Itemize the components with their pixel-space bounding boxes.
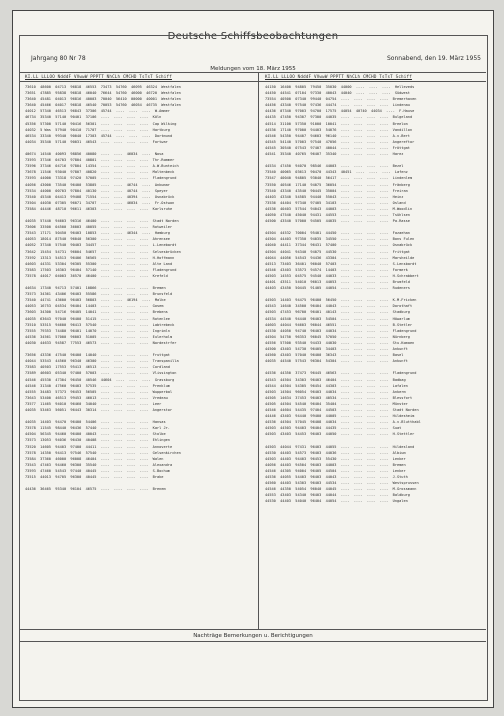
table-row: 44536 17140 97000 94403 54076 ---- ---- ---- ---- Vandillon bbox=[265, 127, 413, 132]
table-row: 44436 36465 95340 96104 46575 ---- ---- ---- ---- Brenem bbox=[25, 487, 166, 492]
table-row: 44435 47450 94307 97300 44035 ---- ---- ---- ---- Bulgeland bbox=[265, 115, 413, 120]
table-row: 73547 40040 94805 93040 56417 ---- ---- ---- ---- Lindenlem bbox=[265, 176, 413, 181]
table-row: 73593 44000 73318 97420 57005 ---- ---- ---- ---- Fladengrund bbox=[25, 176, 177, 181]
table-row: 73583 40503 17553 95413 46513 ---- ---- ---- ---- Cordland bbox=[25, 365, 170, 370]
table-row: 44505 44504 54540 96404 35404 ---- ---- ---- ---- Münster bbox=[265, 401, 408, 406]
observations-right bbox=[265, 84, 485, 504]
table-row: 44536 44504 57045 96408 44034 ---- ---- ---- ---- A.v.Blutthabl bbox=[265, 420, 421, 425]
table-row: 73640 45481 04013 96816 40003 70040 56410 00000 40001 Westfalen bbox=[25, 97, 181, 102]
table-row: 73540 43340 43540 90445 35004 ---- ---- ---- ---- Freiran bbox=[265, 188, 408, 193]
footer-rule-lower bbox=[19, 641, 486, 642]
table-row: 73504 44030 07305 96071 34707 ---- ---- 46034 ---- Fr.Ostwon bbox=[25, 200, 175, 205]
table-row: 73584 44446 48710 96611 46303 ---- ---- ---- ---- Karlsruhe bbox=[25, 206, 173, 211]
table-row: 44514 31100 57350 91000 10041 ---- ---- ---- ---- Breelon bbox=[265, 121, 408, 126]
table-row: 44503 43403 54453 96403 44050 ---- ---- ---- ---- H.Stettler bbox=[265, 432, 415, 437]
table-row: 44553 43403 54340 96403 44044 ---- ---- ---- ---- Baldburg bbox=[265, 493, 410, 498]
table-row: 44530 44050 94740 96403 44034 ---- ---- ---- ---- Fladengrund bbox=[265, 328, 417, 333]
issue-number: Jahrgang 80 Nr 78 bbox=[31, 55, 86, 62]
column-headers-left: KI.LL LLLOO NdddF VVwwW PPPTT NhCLh CMCHD TsTsT Schiff bbox=[25, 74, 172, 79]
table-row: 44560 43403 57040 96400 36343 ---- ---- ---- ---- Basel bbox=[265, 353, 404, 358]
table-row: 73515 44013 94705 96300 40445 ---- ---- ---- ---- Brake bbox=[25, 475, 164, 479]
table-row: 73573 34361 43406 96403 55586 ---- ---- ---- ---- Brunsfeld bbox=[25, 292, 173, 297]
column-divider bbox=[258, 73, 259, 629]
table-row: 73543 17171 50450 96403 10853 ---- ---- 46344 ---- Hamburg bbox=[25, 231, 170, 236]
table-row: 73610 48600 04713 96818 46553 73473 54760 46095 46324 Westfalen bbox=[25, 85, 181, 89]
table-row: 44555 34483 57373 96453 56505 ---- ---- ---- ---- Wupperbal bbox=[25, 389, 173, 394]
table-row: 44504 44532 70004 95401 44450 ---- ---- ---- ---- Fazaehan bbox=[265, 231, 410, 236]
table-row: 73578 11545 98440 96436 57440 ---- ---- ---- ---- Karl Jr. bbox=[25, 426, 170, 431]
table-row: 73603 34300 54716 96405 14041 ---- ---- ---- ---- Brebens bbox=[25, 310, 168, 315]
table-row: 44032 5 Was 57940 90410 71707 ---- ---- ---- ---- Hartburg bbox=[25, 127, 170, 132]
table-row: 73534 44000 00703 97804 40130 ---- ---- 40744 ---- Speyer bbox=[25, 188, 168, 193]
table-row: 44035 57440 94603 96316 46400 ---- ---- ---- ---- Stadt Norden bbox=[25, 219, 179, 224]
table-row: 44500 43540 57000 94505 44035 ---- ---- ---- ---- Pa.Rasse bbox=[265, 219, 410, 224]
table-row: 73543 47463 94460 96300 35540 ---- ---- ---- ---- Alexandra bbox=[25, 462, 173, 467]
table-row: 44505 14634 37453 96403 40534 ---- ---- ---- ---- Blessfort bbox=[265, 395, 413, 400]
table-row: 73678 11546 93040 97807 40820 ---- ---- ---- ---- Maltenbeck bbox=[25, 170, 175, 175]
table-row: 44044 44056 54543 94436 43304 ---- ---- ---- ---- Marsheilde bbox=[265, 255, 415, 260]
table-row: 44560 44403 54303 96403 44534 ---- ---- ---- ---- Westsprussen bbox=[265, 481, 419, 486]
table-row: 73656 43336 47540 96400 14040 ---- ---- ---- ---- Fruttgat bbox=[25, 353, 170, 358]
table-row: 44050 47540 45040 94431 44553 ---- ---- ---- ---- Tsühlsen bbox=[265, 212, 410, 217]
header-rule bbox=[19, 72, 486, 73]
table-row: 44603 44044 94603 96044 46551 ---- ---- ---- ---- B.Stetler bbox=[265, 322, 413, 327]
table-row: 44513 73403 36401 96040 57403 ---- ---- ---- ---- S.Lensbardt bbox=[265, 261, 417, 266]
table-row: 44546 44350 54054 96040 44045 ---- ---- ---- ---- M.Grossmann bbox=[265, 487, 417, 492]
reports-date: Meldungen vom 18. März 1955 bbox=[210, 66, 296, 72]
table-row: 44541 35340 40765 96407 35340 ---- ---- ---- ---- Harez bbox=[265, 152, 404, 157]
observations-left bbox=[25, 84, 255, 492]
table-row: 44446 43403 94440 99400 44005 ---- ---- ---- ---- Hildesheim bbox=[265, 414, 415, 419]
table-row: 44603 44331 53304 96305 55300 ---- ---- ---- ---- Alte Land bbox=[25, 261, 173, 266]
table-row: 44052 37340 57540 90403 34457 ---- ---- ---- ---- L.Lenebardt bbox=[25, 243, 177, 248]
table-row: 44536 44350 37473 96445 46563 ---- ---- ---- ---- Fladengrund bbox=[265, 371, 417, 376]
table-row: 44546 44604 54435 97404 44503 ---- ---- ---- ---- Stadt Norden bbox=[265, 407, 419, 412]
table-row: 44503 14553 04575 94540 44033 ---- ---- ---- ---- H.Schrabbert bbox=[265, 273, 419, 278]
table-row: 44504 56345 94460 96400 40043 ---- ---- ---- ---- Stolbe bbox=[25, 432, 166, 437]
table-row: 44056 43000 73540 96400 53805 ---- ---- 46744 ---- Ankumar bbox=[25, 182, 170, 187]
table-row: 73606 33500 04500 36003 40055 ---- ---- ---- ---- Rotweiler bbox=[25, 225, 173, 230]
table-row: 73577 11465 94010 96460 34040 ---- ---- ---- ---- Leer bbox=[25, 401, 162, 406]
table-row: 44035 63643 97040 96400 51415 ---- ---- ---- ---- Rotenlee bbox=[25, 316, 170, 321]
table-row: 73554 40500 07340 99440 04754 ---- ---- ---- ---- Bremerhaven bbox=[265, 97, 417, 102]
table-row: 44403 43450 50445 91405 44054 ---- ---- ---- ---- Rudeners bbox=[265, 286, 410, 291]
table-row: 40674 14540 40093 98856 40080 ---- ---- 46034 ---- Nova bbox=[25, 152, 164, 157]
table-row: 44534 44540 94440 96403 54504 ---- ---- ---- ---- Höwarlum bbox=[265, 316, 410, 321]
table-row: 44053 16753 04534 96404 14403 ---- ---- ---- ---- Gosem bbox=[25, 304, 164, 309]
table-row: 73555 79353 74480 96401 14070 ---- ---- ---- ---- Ingrimln bbox=[25, 328, 170, 333]
table-row: 44504 44041 94340 94075 44530 ---- ---- ---- ---- Frittgat bbox=[265, 249, 410, 254]
table-row: 73593 37346 04703 97804 40801 ---- ---- ---- ---- Thr.Rommer bbox=[25, 158, 175, 163]
table-row: 73592 13313 54513 96406 56565 ---- ---- ---- ---- H.Hoffmann bbox=[25, 255, 175, 260]
table-row: 44546 54350 94407 94603 96140 ---- ---- ---- ---- A.v.Bert bbox=[265, 133, 410, 138]
table-row: 44040 44411 37344 96431 57400 ---- ---- ---- ---- Osnabrück bbox=[265, 243, 413, 248]
table-row: 73596 37346 04716 97804 14354 ---- ---- ---- ---- A.W.Bunteich bbox=[25, 164, 179, 169]
table-row: 73583 17503 16303 96404 57140 ---- ---- ---- ---- Fladengrund bbox=[25, 267, 177, 272]
table-row: 73643 53400 46513 99453 46013 ---- ---- ---- ---- Vredeau bbox=[25, 395, 168, 400]
table-row: 46734 35340 57140 90401 37106 ---- ---- ---- ---- Köln bbox=[25, 115, 162, 120]
table-row: 44504 54750 96353 96045 57050 ---- ---- ---- ---- Nürnberg bbox=[265, 334, 410, 339]
table-row: 44150 16400 94805 79450 35030 44000 ---- ---- ---- Helleveds bbox=[265, 85, 415, 89]
table-row: 73520 14605 94403 97400 44411 ---- ---- ---- ---- Annoverte bbox=[25, 444, 173, 449]
table-row: 44056 44403 94504 96403 44003 ---- ---- ---- ---- Bremen bbox=[265, 462, 406, 467]
report-title: Deutsche Schiffsbeobachtungen bbox=[167, 31, 339, 42]
table-row: 73573 13053 94036 96430 40408 ---- ---- ---- ---- Ehlingen bbox=[25, 438, 170, 443]
table-row: 73510 53515 94600 96413 57540 ---- ---- ---- ---- Labtrebeck bbox=[25, 322, 175, 327]
table-row: 44401 43511 54010 96013 44053 ---- ---- ---- ---- Brumfeld bbox=[265, 280, 410, 284]
table-row: 44500 43403 54730 96405 34403 ---- ---- ---- ---- Ankunft bbox=[265, 347, 408, 352]
table-row: 73540 44741 43600 96403 56803 ---- ---- 46194 ---- Malke bbox=[25, 298, 166, 303]
table-row: 44536 34561 57000 96003 51005 ---- ---- ---- ---- Eulerholm bbox=[25, 334, 173, 339]
table-row: 44534 47450 94070 98546 44003 ---- ---- ---- ---- Bezel bbox=[265, 164, 404, 169]
table-row: 44545 54140 57003 97540 47056 ---- ---- ---- ---- Angereftor bbox=[265, 139, 415, 144]
table-row: 44503 47453 96700 96401 40143 ---- ---- ---- ---- Stadburg bbox=[265, 310, 410, 315]
table-row: 44543 44504 34303 96403 46404 ---- ---- ---- ---- Badbag bbox=[265, 377, 406, 382]
table-row: 44634 17340 94713 57401 10866 ---- ---- ---- ---- Bremen bbox=[25, 286, 166, 291]
table-row: 44503 44044 97431 96403 44055 ---- ---- ---- ---- Hildesland bbox=[265, 444, 415, 449]
table-row: 73651 47885 95838 96818 46040 76644 54760 46000 46720 Westfalen bbox=[25, 91, 181, 96]
report-sheet bbox=[12, 10, 494, 708]
column-headers-right: KI.LL LLLOO NdddF VVwwW PPPTT NhCLh CMCHD TsTsT Schiff bbox=[265, 74, 412, 79]
table-row: 73540 40065 03613 90470 44343 40451 ---- ---- ---- Lafenz bbox=[265, 170, 408, 175]
table-row: 44456 43340 97540 97436 44474 ---- ---- ---- ---- Lindenau bbox=[265, 103, 410, 108]
footer-title: Nachträge Bemerkungen u. Berichtigungen bbox=[193, 633, 313, 639]
column-header-rule bbox=[19, 81, 486, 82]
table-row: 44546 43403 53573 94574 14403 ---- ---- ---- ---- Formerk bbox=[265, 267, 408, 272]
table-row: 44503 44403 94403 96453 55430 ---- ---- ---- ---- Lenker bbox=[265, 456, 406, 461]
table-row: 44545 30540 07543 97407 40044 ---- ---- ---- ---- Fröttgat bbox=[265, 145, 410, 150]
table-row: 44450 44541 07104 97330 40043 44040 ---- ---- ---- Südwest bbox=[265, 91, 410, 96]
table-row: 44436 07340 97003 94700 17575 44054 40740 44034 ---- F.Hause bbox=[265, 109, 415, 114]
table-row: 44543 14640 34500 96404 44043 ---- ---- ---- ---- Dorothaft bbox=[265, 304, 413, 309]
table-row: 73578 44017 04003 36570 46400 ---- ---- ---- ---- Krefeld bbox=[25, 273, 168, 278]
table-row: 44053 18014 87540 96040 56300 ---- ---- ---- ---- Ahrensee bbox=[25, 237, 170, 242]
table-row: 44034 35340 57140 90031 46543 ---- ---- ---- ---- Fortwar bbox=[25, 139, 168, 144]
footer-rule bbox=[19, 629, 486, 630]
table-row: 73578 14350 94413 97546 57540 ---- ---- ---- ---- Gelsenkirchen bbox=[25, 450, 181, 455]
table-row: 44012 57340 46513 96843 37306 45744 ---- ---- ---- W.Ammer bbox=[25, 109, 170, 114]
table-row: 73584 37360 46000 96008 46404 ---- ---- ---- ---- Walen bbox=[25, 456, 164, 461]
table-row: 44035 44540 57543 96304 54304 ---- ---- ---- ---- Ankunft bbox=[265, 359, 408, 364]
table-row: 44536 40403 57544 94043 44003 ---- ---- ---- ---- M.Woodlin bbox=[265, 206, 413, 211]
table-row: 44536 44055 54403 96403 44043 ---- ---- ---- ---- J.Stuth bbox=[265, 475, 408, 479]
table-row: 44503 44503 94403 96404 44435 ---- ---- ---- ---- Suat bbox=[265, 426, 402, 431]
table-row: 73589 46603 05340 97400 57003 ---- ---- ---- ---- Vlissington bbox=[25, 371, 177, 376]
table-row: 44503 14504 96054 96403 44034 ---- ---- ---- ---- Ankerm bbox=[265, 389, 406, 394]
table-row: 44546 44305 94004 96405 44504 ---- ---- ---- ---- Lenker bbox=[265, 468, 406, 473]
table-row: 44035 14403 94470 96400 54406 ---- ---- ---- ---- Hansas bbox=[25, 420, 166, 425]
table-row: 44504 44403 97350 94035 34550 ---- ---- ---- ---- Bons Fulen bbox=[265, 237, 415, 242]
issue-date: Sonnabend, den 19. März 1955 bbox=[387, 55, 481, 62]
table-row: 44403 43340 54585 94440 55043 ---- ---- ---- ---- Heinz bbox=[265, 194, 404, 199]
table-row: 44544 44504 54305 96454 44303 ---- ---- ---- ---- Lafalen bbox=[265, 383, 408, 388]
table-row: 73593 47460 54543 97440 40445 ---- ---- ---- ---- S.Bochum bbox=[25, 468, 170, 473]
table-row: 44035 53463 56051 96443 30314 ---- ---- ---- ---- Angerstor bbox=[25, 407, 173, 412]
table-row: 44546 31340 47560 96403 57535 ---- ---- ---- ---- Prenklum bbox=[25, 383, 170, 388]
table-row: 73640 45466 04017 96818 46540 70053 54760 46054 46735 Westfalen bbox=[25, 103, 181, 108]
table-row: 44030 44633 94587 77553 46573 ---- ---- ---- ---- Nordestrfer bbox=[25, 340, 177, 345]
table-row: 45356 57300 57140 90416 56301 ---- ---- ---- ---- Cap Wilking bbox=[25, 121, 177, 126]
table-row: 44503 14403 94475 96400 56450 ---- ---- ---- ---- K.M.Fricken bbox=[265, 298, 417, 303]
table-row: 44546 45530 47304 96450 40546 44604 ---- ---- ---- Grassburg bbox=[25, 377, 175, 382]
table-row: 44530 44403 54573 96403 44036 ---- ---- ---- ---- Albium bbox=[265, 450, 406, 455]
table-row: 73540 45340 04413 99408 71554 ---- ---- 40394 ---- Osnabrück bbox=[25, 194, 175, 199]
table-row: 44556 57500 93540 94433 44030 ---- ---- ---- ---- Stu.Komaen bbox=[265, 340, 415, 345]
table-row: 73642 15454 54731 96004 54657 ---- ---- ---- ---- Selvesbrücken bbox=[25, 249, 181, 254]
table-row: 44530 44403 54040 96404 44054 ---- ---- ---- ---- Ungalen bbox=[265, 499, 408, 504]
table-row: 44044 53543 44560 96340 46300 ---- ---- ---- ---- Transpanilla bbox=[25, 359, 179, 364]
table-row: 73536 44404 97340 97405 34103 ---- ---- ---- ---- Osland bbox=[265, 200, 406, 205]
table-row: 73550 40546 17140 94075 36054 ---- ---- ---- ---- Fränberg bbox=[265, 182, 410, 187]
table-row: 46534 33340 99340 90040 17303 45744 ---- ---- ---- Dortmund bbox=[25, 133, 173, 138]
